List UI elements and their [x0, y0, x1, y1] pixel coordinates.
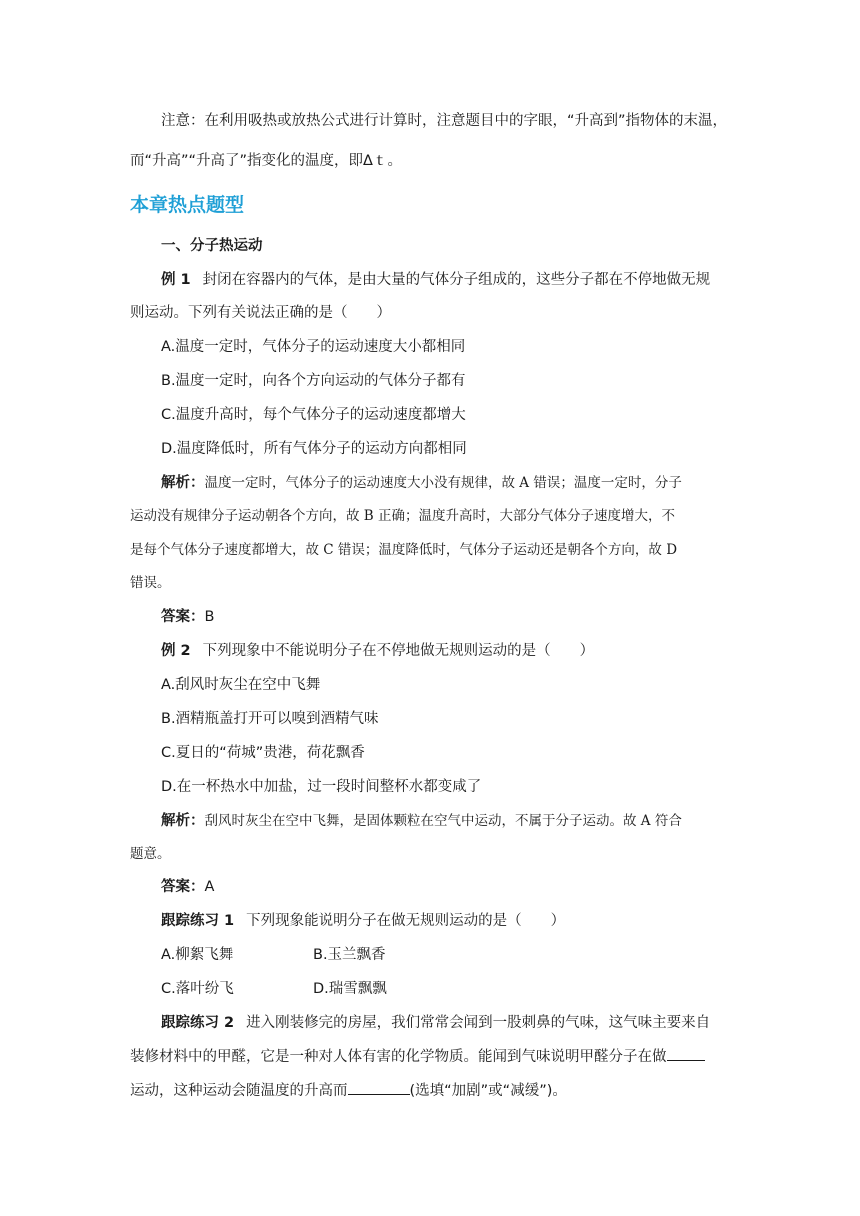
section-heading: 本章热点题型: [130, 194, 245, 216]
practice2-line-3: [130, 1080, 567, 1101]
example2-option-c: C.夏日的“荷城”贵港，荷花飘香: [161, 745, 365, 761]
practice1-question: [161, 911, 565, 931]
example2-analysis-line-2: 题意。: [130, 846, 171, 862]
example1-label: 例 1: [161, 272, 191, 288]
subsection-heading: 一、分子热运动: [161, 238, 263, 254]
example1-question-text-1: 封闭在容器内的气体，是由大量的气体分子组成的，这些分子都在不停地做无规: [202, 272, 711, 288]
practice2-text-3a: 运动，这种运动会随温度的升高而: [130, 1083, 348, 1099]
example1-analysis-label: 解析：: [161, 475, 205, 491]
example1-answer-label: 答案：: [161, 609, 205, 625]
practice2-blank-1: [667, 1046, 705, 1061]
example1-analysis-text-1: 温度一定时，气体分子的运动速度大小没有规律，故 A 错误；温度一定时，分子: [204, 475, 682, 491]
example2-answer-value: A: [204, 879, 215, 895]
note-line-2: 而“升高”“升高了”指变化的温度，即Δｔ。: [130, 153, 402, 169]
example1-option-b: B.温度一定时，向各个方向运动的气体分子都有: [161, 373, 466, 389]
practice2-blank-2: [348, 1080, 410, 1095]
example2-analysis-label: 解析：: [161, 813, 205, 829]
practice1-option-b: B.玉兰飘香: [313, 947, 386, 963]
practice2-label: 跟踪练习 2: [161, 1015, 235, 1031]
example2-analysis-text-1: 刮风时灰尘在空中飞舞，是固体颗粒在空气中运动，不属于分子运动。故 A 符合: [204, 813, 682, 829]
example1-question-line-1: [161, 270, 710, 290]
example1-question-line-2: 则运动。下列有关说法正确的是（ ）: [130, 305, 391, 321]
example1-analysis-line-2: 运动没有规律分子运动朝各个方向，故 B 正确；温度升高时，大部分气体分子速度增大，不: [130, 508, 676, 524]
practice1-question-text: 下列现象能说明分子在做无规则运动的是（ ）: [246, 913, 566, 929]
practice1-options-row-1: [161, 945, 461, 965]
practice1-option-c: C.落叶纷飞: [161, 981, 234, 997]
example1-answer: [161, 607, 214, 627]
example2-answer-label: 答案：: [161, 879, 205, 895]
example1-analysis-line-4: 错误。: [130, 575, 171, 591]
example2-analysis-line-1: [161, 811, 682, 831]
practice1-options-row-2: [161, 979, 461, 999]
practice1-label: 跟踪练习 1: [161, 913, 235, 929]
example2-option-a: A.刮风时灰尘在空中飞舞: [161, 677, 321, 693]
example1-option-c: C.温度升高时，每个气体分子的运动速度都增大: [161, 407, 466, 423]
example2-question: [161, 641, 594, 661]
example2-label: 例 2: [161, 643, 191, 659]
example1-analysis-line-1: [161, 473, 682, 493]
practice2-text-1: 进入刚装修完的房屋，我们常常会闻到一股刺鼻的气味，这气味主要来自: [246, 1015, 711, 1031]
practice1-option-a: A.柳絮飞舞: [161, 947, 234, 963]
note-line-1: 注意：在利用吸热或放热公式进行计算时，注意题目中的字眼，“升高到”指物体的末温，: [161, 113, 728, 129]
example2-question-text: 下列现象中不能说明分子在不停地做无规则运动的是（ ）: [202, 643, 595, 659]
example2-answer: [161, 877, 214, 897]
example2-option-d: D.在一杯热水中加盐，过一段时间整杯水都变咸了: [161, 779, 482, 795]
example2-option-b: B.酒精瓶盖打开可以嗅到酒精气味: [161, 711, 379, 727]
example1-answer-value: B: [204, 609, 215, 625]
example1-option-a: A.温度一定时，气体分子的运动速度大小都相同: [161, 339, 466, 355]
practice2-line-1: [161, 1013, 710, 1033]
practice2-line-2: [130, 1046, 705, 1067]
practice2-text-2: 装修材料中的甲醛，它是一种对人体有害的化学物质。能闻到气味说明甲醛分子在做: [130, 1049, 667, 1065]
example1-analysis-line-3: 是每个气体分子速度都增大，故 C 错误；温度降低时，气体分子运动还是朝各个方向，故 D: [130, 542, 678, 558]
practice1-option-d: D.瑞雪飘飘: [313, 981, 387, 997]
practice2-text-3b: (选填“加剧”或“减缓”)。: [409, 1083, 567, 1099]
example1-option-d: D.温度降低时，所有气体分子的运动方向都相同: [161, 441, 467, 457]
